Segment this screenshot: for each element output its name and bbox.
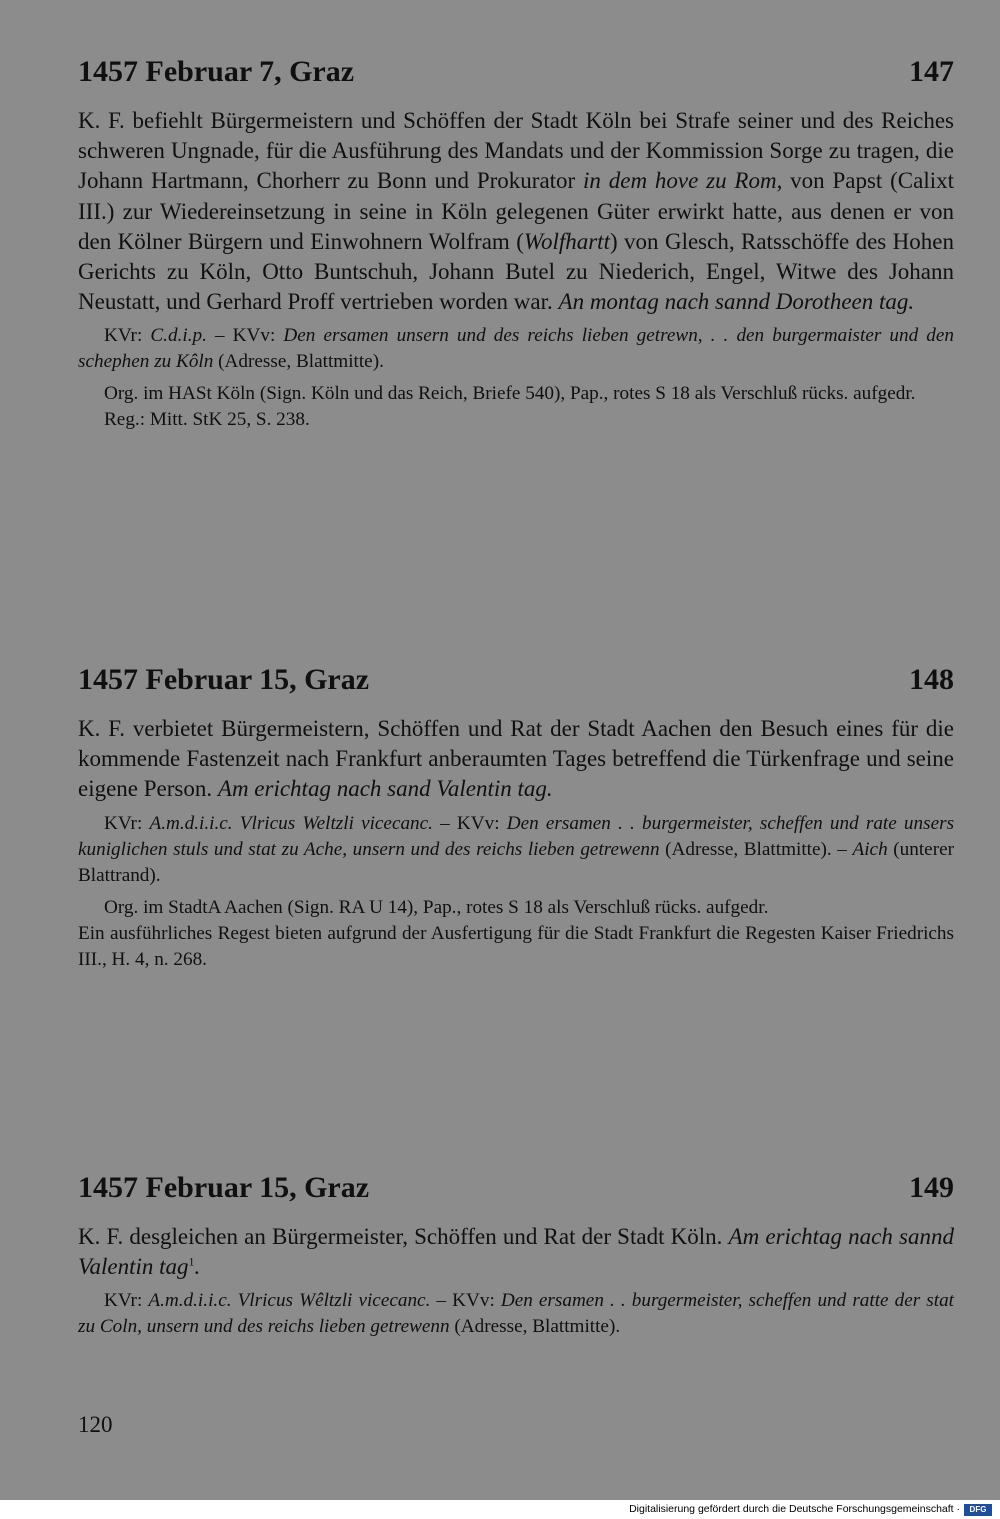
regest-dating: Am erichtag nach sand Valentin tag. <box>217 776 553 802</box>
entry-date-place: 1457 Februar 7, Graz <box>78 55 355 88</box>
regest-text-part: , von Papst (Calixt III.) zur Wiedereinsetzung in seine in Köln gelegenen Güter erwirkt hatte, aus denen er von den Kölner Bürgern und Einwohnern Wolfram ( <box>78 168 954 254</box>
regest-text <box>78 714 954 805</box>
kanzleivermerk <box>78 323 954 375</box>
regest-text-part: K. F. desgleichen an Bürgermeister, Schöffen und Rat der Stadt Köln. <box>78 1224 729 1249</box>
entry-number: 148 <box>909 663 954 696</box>
kv-value: A.m.d.i.i.c. Vlricus Weltzli vicecanc. <box>149 812 433 834</box>
regest-text-part: ) von Glesch, Ratsschöffe des Hohen Gerichts zu Köln, Otto Buntschuh, Johann Butel zu Niederich, Engel, Witwe des Johann Neustatt, und Gerhard Proff vertrieben worden war. <box>78 228 954 315</box>
regest-dating: Am erichtag nach sannd Valentin tag <box>78 1224 954 1280</box>
kv-address: Den ersamen . . burgermeister, scheffen und rate unsers kuniglichen stuls und stat zu Ache, unsern und des reichs lieben getrewenn <box>78 812 955 860</box>
kanzleivermerk <box>78 1288 954 1340</box>
regest-reference: Ein ausführliches Regest bieten aufgrund der Ausfertigung für die Stadt Frankfurt die Regesten Kaiser Friedrichs III., H. 4, n. 268. <box>78 922 954 970</box>
kv-address: Den ersamen . . burgermeister, scheffen und ratte der stat zu Coln, unsern und des reichs lieben getrewenn <box>78 1290 955 1338</box>
entry-heading <box>78 660 954 700</box>
regest-text-part: K. F. verbietet Bürgermeistern, Schöffen und Rat der Stadt Aachen den Besuch eines für die kommende Fastenzeit nach Frankfurt anberaumten Tages betreffend die Türkenfrage und seine eigene Person. <box>78 716 954 802</box>
kv-label: KVr: <box>104 325 151 347</box>
regest-entry <box>78 52 954 433</box>
entry-date-place: 1457 Februar 15, Graz <box>78 663 370 696</box>
entry-heading <box>78 1168 954 1208</box>
footer-bar <box>0 1500 1000 1519</box>
regest-dating: An montag nach sannd Dorotheen tag. <box>558 289 915 315</box>
kv-label: KVr: <box>104 812 150 834</box>
original-note: Org. im HASt Köln (Sign. Köln und das Reich, Briefe 540), Pap., rotes S 18 als Verschluß rücks. aufgedr. <box>104 383 916 405</box>
kv-label: – KVv: <box>206 325 284 347</box>
entry-date-place: 1457 Februar 15, Graz <box>78 1171 370 1204</box>
kanzleivermerk <box>78 811 954 889</box>
original-note: Org. im StadtA Aachen (Sign. RA U 14), Pap., rotes S 18 als Verschluß rücks. aufgedr. <box>104 896 769 918</box>
kv-remark: (Adresse, Blattmitte). <box>213 351 384 373</box>
kv-remark: (unterer Blattrand). <box>78 838 954 886</box>
dfg-logo: DFG <box>964 1504 992 1516</box>
kv-value: Aich <box>852 838 888 860</box>
entry-heading <box>78 52 954 92</box>
kv-value: C.d.i.p. <box>150 325 207 347</box>
kv-label: – KVv: <box>430 1290 501 1312</box>
kv-label: – KVv: <box>432 812 507 834</box>
regest-entry <box>78 660 954 973</box>
entry-number: 147 <box>909 55 954 88</box>
entry-number: 149 <box>909 1171 954 1204</box>
regest-text-part: . <box>194 1254 201 1280</box>
funding-notice: Digitalisierung gefördert durch die Deutsche Forschungsgemeinschaft · <box>629 1503 960 1515</box>
kv-remark: (Adresse, Blattmitte). – <box>659 838 853 860</box>
regest-quote: in dem hove zu Rom <box>583 168 777 194</box>
regest-text <box>78 106 954 317</box>
kv-value: A.m.d.i.i.c. Vlricus Wêltzli vicecanc. <box>148 1290 431 1312</box>
regest-quote: Wolfhartt <box>523 228 610 254</box>
regest-reference: Reg.: Mitt. StK 25, S. 238. <box>104 409 310 431</box>
regest-text <box>78 1222 954 1282</box>
regest-entry <box>78 1168 954 1340</box>
regest-text-part: K. F. befiehlt Bürgermeistern und Schöffen der Stadt Köln bei Strafe seiner und des Reiches schweren Ungnade, für die Ausführung des Mandats und der Kommission Sorge zu tragen, die Johann Hartmann, Chorherr zu Bonn und Prokurator <box>78 108 954 194</box>
kv-address: Den ersamen unsern und des reichs lieben getrewn, . . den burgermaister und den schephen zu Kôln <box>78 325 954 373</box>
footnote-marker: 1 <box>188 1254 195 1269</box>
kv-label: KVr: <box>104 1290 149 1312</box>
page-number: 120 <box>78 1412 113 1437</box>
kv-remark: (Adresse, Blattmitte). <box>449 1316 621 1338</box>
